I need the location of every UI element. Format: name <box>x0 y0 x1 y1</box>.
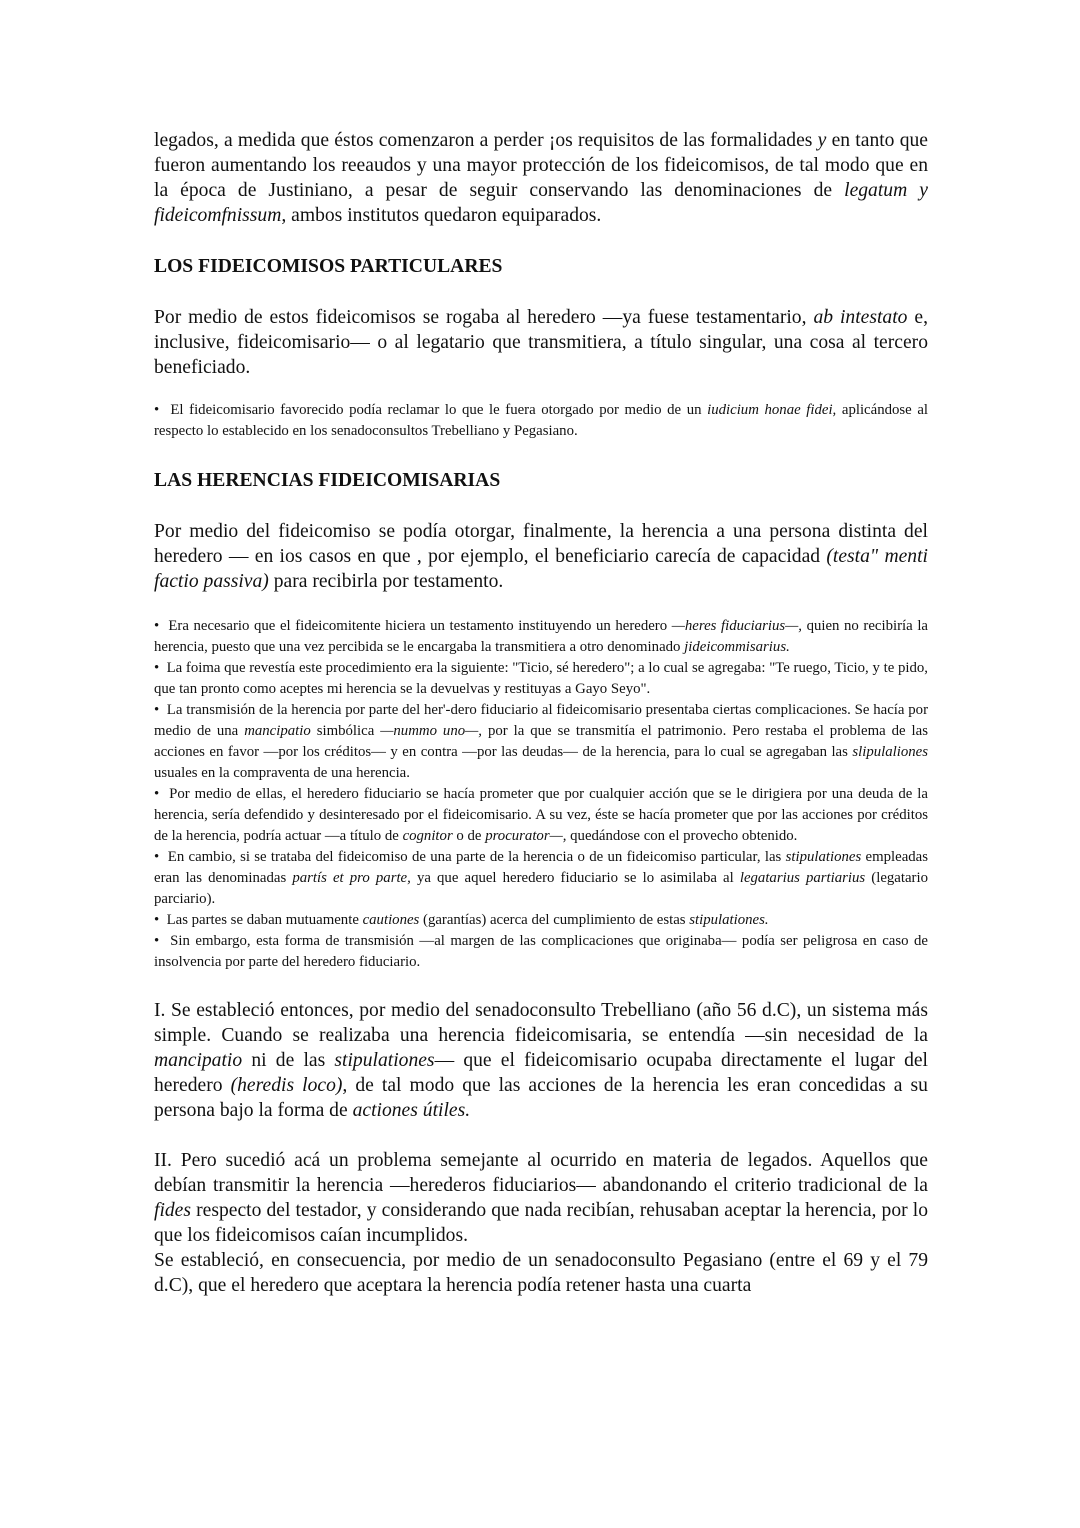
text-run: aplicándose al respecto lo establecido en los senadoconsultos Trebelliano y Pegasiano. <box>154 402 928 439</box>
text-run: en tanto que fueron aumentando los reeaudos y una mayor protección de los fideicomisos, de tal modo que en la época de Justiniano, a pesar de seguir conservando las denominaciones de <box>154 130 928 201</box>
text-run-italic: legatarius partiarius <box>739 870 866 886</box>
text-run-italic: mancipatio <box>154 1050 243 1071</box>
text-run-italic: partís et pro parte, <box>292 870 411 886</box>
text-run-italic: (heredis loco), <box>230 1075 348 1096</box>
bullet-item <box>154 658 928 700</box>
text-run-italic: cognitor <box>402 828 453 844</box>
text-run: empleadas eran las denominadas <box>154 849 928 886</box>
paragraph-senadoconsulto-trebelliano <box>154 998 928 1123</box>
text-run: • En cambio, si se trataba del fideicomiso de una parte de la herencia o de un fideicomiso particular, las <box>154 849 786 865</box>
text-run: ambos institutos quedaron equiparados. <box>286 205 602 226</box>
text-run-italic: iudicium honae fidei, <box>707 402 837 418</box>
paragraph-legados <box>154 128 928 228</box>
text-run: de tal modo que las acciones de la herencia les eran concedidas a su persona bajo la forma de <box>154 1075 928 1121</box>
text-run-italic: actiones útiles. <box>352 1100 471 1121</box>
text-run: (legatario parciario). <box>154 870 928 907</box>
text-run-italic: procurator—, <box>485 828 567 844</box>
text-run-italic: —nummo uno—, <box>380 723 482 739</box>
bullet-item <box>154 847 928 910</box>
text-run: • La foima que revestía este procedimiento era la siguiente: "Ticio, sé heredero"; a lo cual se agregaba: "Te ruego, Ticio, y te pido, que tan pronto como aceptes mi herencia se la devuelvas y restituyas a Gayo Seyo". <box>154 660 928 697</box>
text-run: ni de las <box>242 1050 335 1071</box>
text-run: Por medio de estos fideicomisos se rogaba al heredero —ya fuese testamentario, <box>154 307 814 328</box>
bullet-item <box>154 910 928 931</box>
text-run: ya que aquel heredero fiduciario se lo asimilaba al <box>410 870 740 886</box>
text-run-italic: mancipatio <box>244 723 311 739</box>
paragraph-problema-legados <box>154 1148 928 1248</box>
paragraph-senadoconsulto-pegasiano <box>154 1248 928 1298</box>
text-run-italic: stipulationes <box>785 849 862 865</box>
text-run-italic: jideicommisarius. <box>684 639 790 655</box>
text-run-italic: stipulationes <box>334 1050 435 1071</box>
bullet-item <box>154 931 928 973</box>
text-run: Se estableció, en consecuencia, por medio de un senadoconsulto Pegasiano (entre el 69 y el 79 d.C), que el heredero que aceptara la herencia podía retener hasta una cuarta <box>154 1250 928 1296</box>
text-run-italic: fides <box>154 1200 192 1221</box>
text-run: usuales en la compraventa de una herencia. <box>154 765 410 781</box>
text-run-italic: legatum y fideicomfnissum, <box>154 180 928 226</box>
text-run: quedándose con el provecho obtenido. <box>566 828 798 844</box>
text-run-italic: stipulationes. <box>689 912 769 928</box>
text-run: legados, a medida que éstos comenzaron a perder ¡os requisitos de las formalidades <box>154 130 818 151</box>
bullet-item <box>154 784 928 847</box>
text-run: • Sin embargo, esta forma de transmisión —al margen de las complicaciones que originaba— podía ser peligrosa en caso de insolvencia por parte del heredero fiduciario. <box>154 933 928 970</box>
section-heading-herencias-fideicomisarias: LAS HERENCIAS FIDEICOMISARIAS <box>154 470 501 491</box>
paragraph-herencias-fideicomisarias <box>154 519 928 594</box>
text-run: respecto del testador, y considerando que nada recibían, rehusaban aceptar la herencia, por lo que los fideicomisos caían incumplidos. <box>154 1200 928 1246</box>
section-heading-fideicomisos-particulares: LOS FIDEICOMISOS PARTICULARES <box>154 256 503 277</box>
text-run: • El fideicomisario favorecido podía reclamar lo que le fuera otorgado por medio de un <box>154 402 707 418</box>
text-run: II. Pero sucedió acá un problema semejante al ocurrido en materia de legados. Aquellos que debían transmitir la herencia —herederos fiduciarios— abandonando el criterio tradicional de la <box>154 1150 928 1196</box>
document-page <box>154 128 928 1298</box>
text-run: — que el fideicomisario ocupaba directamente el lugar del heredero <box>154 1050 929 1096</box>
bullet-item <box>154 616 928 658</box>
text-run: I. Se estableció entonces, por medio del senadoconsulto Trebelliano (año 56 d.C), un sistema más simple. Cuando se realizaba una herencia fideicomisaria, se entendía —sin necesidad de la <box>154 1000 928 1046</box>
paragraph-fideicomisos-particulares <box>154 305 928 380</box>
text-run: (garantías) acerca del cumplimiento de estas <box>419 912 690 928</box>
text-run: Por medio del fideicomiso se podía otorgar, finalmente, la herencia a una persona distinta del heredero — en ios casos en que , por ejemplo, el beneficiario carecía de capacidad <box>154 521 928 567</box>
text-run: • Era necesario que el fideicomitente hiciera un testamento instituyendo un heredero <box>154 618 672 634</box>
bullet-item <box>154 400 928 442</box>
text-run-italic: slipulaliones <box>852 744 928 760</box>
text-run: para recibirla por testamento. <box>268 571 504 592</box>
bullet-item <box>154 700 928 784</box>
text-run: e, inclusive, fideicomisario— o al legatario que transmitiera, a título singular, una cosa al tercero beneficiado. <box>154 307 929 378</box>
text-run: • La transmisión de la herencia por parte del her'-dero fiduciario al fideicomisario presentaba ciertas complicaciones. Se hacía por medio de una <box>154 702 928 739</box>
text-run-italic: ab intestato <box>813 307 908 328</box>
text-run: simbólica <box>310 723 381 739</box>
text-run-italic: (testa" menti factio passiva) <box>154 546 928 592</box>
text-run: o de <box>452 828 486 844</box>
text-run: por la que se transmitía el patrimonio. Pero restaba el problema de las acciones en favor —por los créditos— y en contra —por las deudas— de la herencia, para lo cual se agregaban las <box>154 723 928 760</box>
text-run-italic: —heres fiduciarius—, <box>671 618 802 634</box>
text-run: quien no recibiría la herencia, puesto que una vez percibida se le encargaba la transmitiera a otro denominado <box>154 618 928 655</box>
text-run-italic: cautiones <box>362 912 420 928</box>
text-run-italic: y <box>817 130 827 151</box>
text-run: • Por medio de ellas, el heredero fiduciario se hacía prometer que por cualquier acción que se le dirigiera por una deuda de la herencia, sería defendido y desinteresado por el fideicomisario. A su vez, éste se hacía prometer que por las acciones por créditos de la herencia, podría actuar —a título de <box>154 786 928 844</box>
text-run: • Las partes se daban mutuamente <box>154 912 363 928</box>
